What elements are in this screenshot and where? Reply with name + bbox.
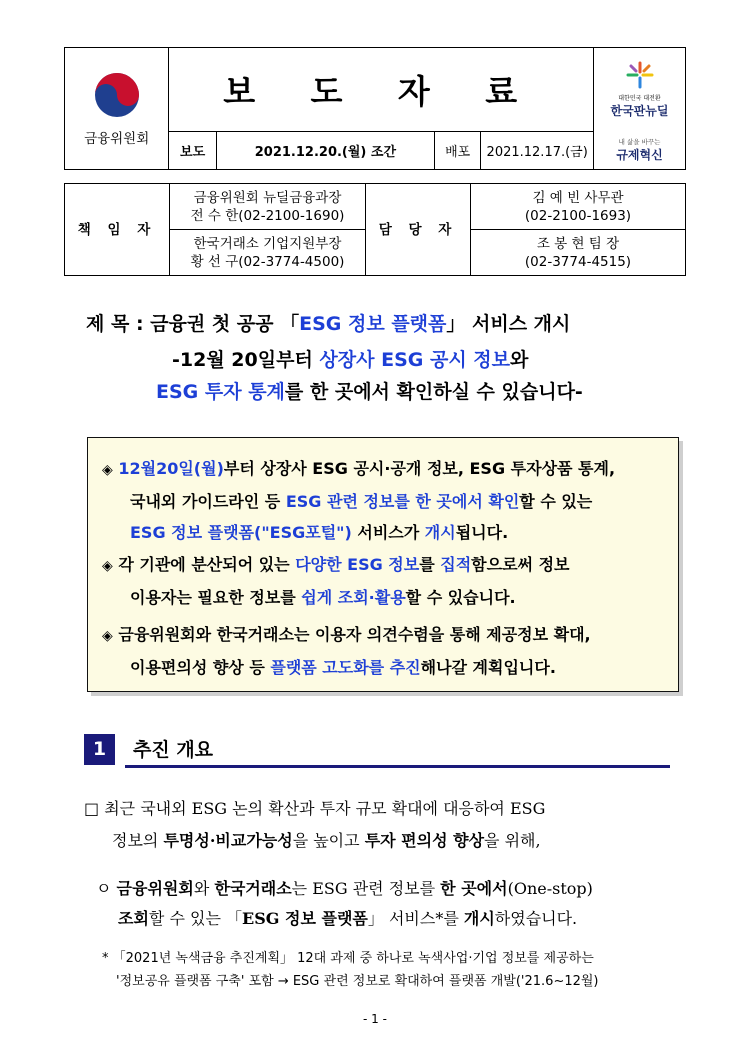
responsible-1-org: 금융위원회 뉴딜금융과장 — [193, 189, 342, 206]
taegeuk-emblem-icon — [93, 71, 141, 119]
report-label: 보도 — [169, 132, 217, 170]
reform-brand: 규제혁신 — [616, 148, 663, 163]
body-text: 을 위해, — [484, 831, 541, 850]
newdeal-star-icon — [625, 61, 655, 89]
body-para-1-line-2 — [112, 828, 541, 851]
summary-text: 금융위원회와 한국거래소는 이용자 의견수렴을 통해 제공정보 확대, — [118, 625, 591, 644]
subject-line-2 — [172, 345, 528, 372]
agency-name: 금융위원회 — [84, 130, 150, 147]
subject-text: -12월 20일부터 — [172, 349, 320, 371]
responsible-2-org: 한국거래소 기업지원부장 — [193, 235, 342, 252]
summary-text: 할 수 있습니다. — [405, 588, 516, 607]
body-para-2-line-2 — [118, 906, 577, 929]
summary-bullet-3 — [102, 619, 591, 683]
summary-highlight: 12월20일(월) — [118, 459, 224, 478]
body-para-2-line-1 — [96, 876, 593, 899]
staff-2 — [471, 230, 686, 276]
body-text: 하였습니다. — [494, 909, 578, 928]
body-text: 」 서비스*를 — [367, 909, 464, 928]
section-underline — [125, 765, 670, 768]
summary-bullet-2 — [102, 549, 569, 613]
staff-label: 담 당 자 — [366, 184, 471, 276]
body-emphasis: ESG 정보 플랫폼 — [242, 909, 368, 928]
responsible-1-name: 전 수 한(02-2100-1690) — [190, 207, 345, 224]
body-emphasis: 투자 편의성 향상 — [364, 831, 485, 850]
body-text: 정보의 — [112, 831, 164, 850]
summary-text: 할 수 있는 — [519, 492, 593, 511]
summary-text: 부터 상장사 ESG 공시·공개 정보, ESG 투자상품 통계, — [223, 459, 616, 478]
body-emphasis: 개시 — [463, 909, 495, 928]
subject-highlight: ESG 정보 플랫폼 — [299, 313, 447, 335]
summary-text: 함으로써 정보 — [471, 555, 570, 574]
body-text: 는 ESG 관련 정보를 — [291, 879, 441, 898]
summary-highlight: 집적 — [440, 555, 472, 574]
newdeal-tagline: 대한민국 대전환 — [618, 94, 661, 102]
header-table — [64, 47, 686, 170]
subject-text: 」 서비스 개시 — [446, 313, 571, 335]
body-text: (One-stop) — [507, 879, 593, 898]
staff-1-phone: (02-2100-1693) — [524, 207, 632, 224]
reform-logo — [594, 132, 686, 170]
subject-highlight: ESG 투자 통계 — [156, 381, 285, 403]
newdeal-brand: 한국판뉴딜 — [610, 103, 669, 118]
footnote-line-1: * 「2021년 녹색금융 추진계획」 12대 과제 중 하나로 녹색사업·기업 정보를 제공하는 — [102, 951, 594, 966]
diamond-bullet-icon: ◈ — [102, 558, 113, 574]
body-emphasis: 금융위원회 — [116, 879, 194, 898]
summary-box — [87, 437, 679, 692]
distribute-date: 2021.12.17.(금) — [481, 132, 594, 170]
subject-text: 를 한 곳에서 확인하실 수 있습니다- — [284, 381, 583, 403]
summary-text: 됩니다. — [455, 523, 509, 542]
staff-1-name: 김 예 빈 사무관 — [532, 189, 624, 206]
summary-text: 이용자는 필요한 정보를 — [130, 588, 302, 607]
agency-logo-cell — [65, 48, 169, 170]
subject-highlight: 상장사 ESG 공시 정보 — [319, 349, 511, 371]
body-emphasis: 투명성·비교가능성 — [163, 831, 293, 850]
subject-text: 와 — [510, 349, 529, 371]
summary-text: 해나갈 계획입니다. — [420, 658, 556, 677]
page-number: - 1 - — [363, 1012, 387, 1026]
body-text: 을 높이고 — [292, 831, 365, 850]
distribute-label: 배포 — [434, 132, 480, 170]
summary-highlight: 플랫폼 고도화를 추진 — [270, 658, 421, 677]
body-emphasis: 한국거래소 — [214, 879, 292, 898]
staff-2-phone: (02-3774-4515) — [524, 253, 632, 270]
summary-text: 서비스가 — [351, 523, 425, 542]
report-date: 2021.12.20.(월) 조간 — [216, 132, 434, 170]
body-para-1-line-1: □ 최근 국내외 ESG 논의 확산과 투자 규모 확대에 대응하여 ESG — [84, 799, 546, 818]
newdeal-logo — [594, 48, 686, 132]
responsible-2 — [170, 230, 366, 276]
doc-title: 보 도 자 료 — [169, 48, 594, 132]
footnote-line-2: '정보공유 플랫폼 구축' 포함 → ESG 관련 정보로 확대하여 플랫폼 개발('21.6~12월) — [116, 974, 599, 989]
summary-highlight: 개시 — [424, 523, 456, 542]
summary-highlight: ESG 관련 정보를 한 곳에서 확인 — [285, 492, 520, 511]
body-emphasis: 한 곳에서 — [440, 879, 508, 898]
responsible-1 — [170, 184, 366, 230]
diamond-bullet-icon: ◈ — [102, 628, 113, 644]
summary-highlight: 쉽게 조회·활용 — [301, 588, 406, 607]
section-number: 1 — [84, 734, 115, 765]
body-emphasis: 조회 — [118, 909, 149, 928]
subject-line-3 — [156, 377, 583, 404]
responsible-2-name: 황 선 구(02-3774-4500) — [190, 253, 345, 270]
summary-bullet-1 — [102, 453, 615, 548]
staff-1 — [471, 184, 686, 230]
subject-line-1 — [86, 309, 570, 336]
summary-highlight: ESG 정보 플랫폼("ESG포털") — [130, 523, 352, 542]
staff-2-name: 조 봉 현 팀 장 — [536, 235, 620, 252]
summary-highlight: 다양한 ESG 정보 — [295, 555, 420, 574]
diamond-bullet-icon: ◈ — [102, 462, 113, 478]
body-text: 와 — [193, 879, 215, 898]
reform-tagline: 내 삶을 바꾸는 — [618, 138, 661, 147]
subject-text: 제 목 : 금융권 첫 공공 「 — [86, 313, 300, 335]
responsible-label: 책 임 자 — [65, 184, 170, 276]
section-title: 추진 개요 — [133, 739, 214, 761]
contacts-table — [64, 183, 686, 276]
summary-text: 국내외 가이드라인 등 — [130, 492, 286, 511]
body-text: 할 수 있는 「 — [148, 909, 243, 928]
body-text: ㅇ — [96, 879, 117, 898]
summary-text: 이용편의성 향상 등 — [130, 658, 271, 677]
summary-text: 각 기관에 분산되어 있는 — [118, 555, 296, 574]
summary-text: 를 — [419, 555, 441, 574]
